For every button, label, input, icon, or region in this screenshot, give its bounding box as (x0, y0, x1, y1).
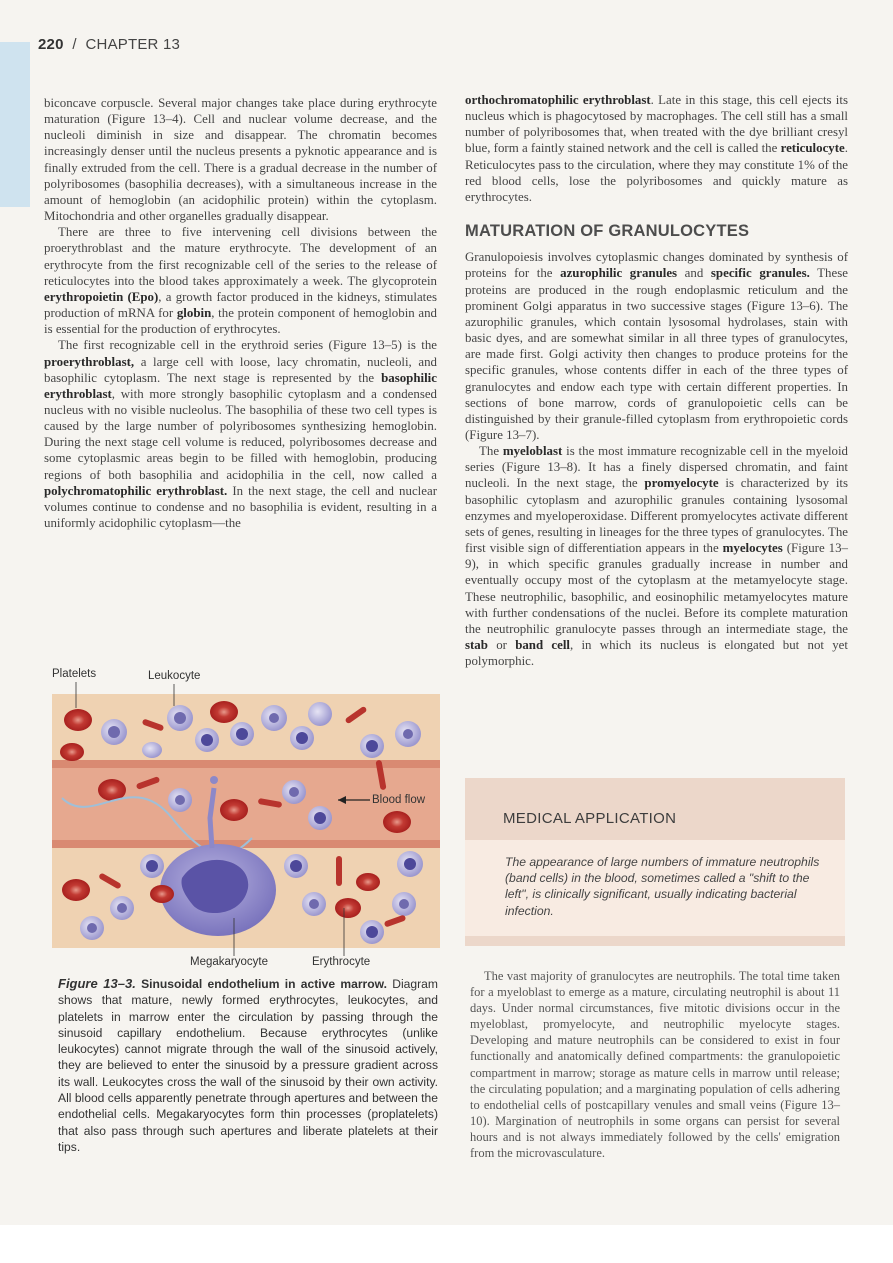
figure-13-3-illustration (52, 668, 440, 968)
page-bottom-margin (0, 1225, 893, 1263)
page-number: 220 (38, 36, 64, 53)
label-erythrocyte: Erythrocyte (312, 956, 371, 968)
figure-title: Sinusoidal endothelium in active marrow. (141, 977, 387, 991)
left-column-text (44, 95, 437, 531)
right-column-text-continued (470, 968, 840, 1161)
right-column-text (465, 92, 848, 669)
label-blood-flow: Blood flow (372, 794, 426, 806)
paragraph: orthochromatophilic erythroblast. Late in this stage, this cell ejects its nucleus which is phagocytosed by macrophages. The cell still has a small number of polyribosomes that, when treated with the dye brilliant cresyl blue, form a faintly stained network and the cell is called the reticulocyte. Reticulocytes pass to the circulation, where they may constitute 1% of the red blood cells, lose the polyribosomes and quickly mature as erythrocytes. (465, 93, 848, 204)
paragraph: biconcave corpuscle. Several major changes take place during erythrocyte maturation (Figure 13–4). Cell and nuclear volume decrease, and the nucleoli diminish in size and disappear. The chromatin becomes increasingly denser until the nucleus presents a pyknotic appearance and is finally extruded from the cell. There is a gradual decrease in the number of polyribosomes (basophilia decreases), with a simultaneous increase in the amount of hemoglobin (an acidophilic protein) within the cytoplasm. Mitochondria and other organelles gradually disappear. (44, 96, 437, 224)
medical-box-text: The appearance of large numbers of immature neutrophils (band cells) in the blood, sometimes called a "shift to the left", is clinically significant, usually indicating bacterial infection. (505, 855, 820, 918)
label-leukocyte: Leukocyte (148, 670, 201, 682)
medical-application-box (465, 778, 845, 946)
paragraph: The myeloblast is the most immature recognizable cell in the myeloid series (Figure 13–8). It has a finely dispersed chromatin, and faint nucleoli. In the next stage, the promyelocyte is characterized by its basophilic cytoplasm and azurophilic granules containing lysosomal enzymes and myeloperoxidase. Different promyelocytes activate different sets of genes, resulting in lineages for the three types of granulocytes. The first visible sign of differentiation appears in the myelocytes (Figure 13–9), in which specific granules gradually increase in number and eventually occupy most of the cytoplasm at the metamyelocyte stage. These neutrophilic, basophilic, and eosinophilic metamyelocytes mature with further condensations of the nuclei. Before its complete maturation the neutrophilic granulocyte passes through an intermediate stage, the stab or band cell, in which its nucleus is elongated but not yet polymorphic. (465, 444, 849, 669)
paragraph: There are three to five intervening cell divisions between the proerythroblast and the mature erythrocyte. The development of an erythrocyte from the first recognizable cell of the series to the release of reticulocytes into the blood takes approximately a week. The glycoprotein erythropoietin (Epo), a growth factor produced in the kidneys, stimulates production of mRNA for globin, the protein component of hemoglobin and is essential for the production of erythrocytes. (44, 225, 438, 337)
header-separator: / (72, 36, 77, 53)
chapter-label: CHAPTER 13 (85, 36, 181, 53)
paragraph: The first recognizable cell in the erythroid series (Figure 13–5) is the proerythroblast, a large cell with loose, lacy chromatin, nucleoli, and basophilic cytoplasm. The next stage is represented by the basophilic erythroblast, with more strongly basophilic cytoplasm and a condensed nucleus with no visible nucleolus. The basophilia of these two cell types is caused by the large number of polyribosomes synthesizing hemoglobin. During the next stage cell volume is reduced, polyribosomes decrease and some cytoplasmic areas begin to be filled with hemoglobin, producing regions of both basophilia and acidophilia in the cell, now called a polychromatophilic erythroblast. In the next stage, the cell and nuclear volumes continue to condense and no basophilia is evident, resulting in a uniformly acidophilic cytoplasm—the (44, 338, 437, 531)
figure-caption (58, 976, 438, 1155)
paragraph: The vast majority of granulocytes are neutrophils. The total time taken for a myeloblast to emerge as a mature, circulating neutrophil is about 11 days. Under normal circumstances, five mitotic divisions occur in the myeloblast, promyelocyte, and neutrophilic myelocyte stages. Developing and mature neutrophils can be considered to exist in four functionally and anatomically defined compartments: the granulopoietic compartment in marrow; storage as mature cells in marrow until release; the circulating population; and a marginating population of cells adhering to endothelial cells of postcapillary venules and small veins (Figure 13–10). Margination of neutrophils in some organs can persist for several hours and is not always immediately followed by the cells' emigration from the microvasculature. (470, 969, 840, 1161)
running-head (38, 36, 180, 53)
medical-box-footer (465, 936, 845, 946)
figure-number: Figure 13–3. (58, 976, 136, 991)
medical-box-header (465, 778, 845, 840)
label-platelets: Platelets (52, 668, 97, 680)
section-heading: MATURATION OF GRANULOCYTES (465, 222, 750, 241)
label-megakaryocyte: Megakaryocyte (190, 956, 268, 968)
paragraph: Granulopoiesis involves cytoplasmic changes dominated by synthesis of proteins for the azurophilic granules and specific granules. These proteins are produced in the rough endoplasmic reticulum and the prominent Golgi apparatus in two successive stages (Figure 13–6). The azurophilic granules, which contain lysosomal hydrolases, stain with basic dyes, and are somewhat similar in all three types of granulocytes, are made first. Golgi activity then changes to produce proteins for the specific granules, whose contents differ in each of the three types of granulocytes and endow each type with certain different properties. In sections of bone marrow, cords of granulopoietic cells can be distinguished by their granule-filled cytoplasm from erythropoietic cords (Figure 13–7). (465, 250, 848, 442)
figure-caption-body: Diagram shows that mature, newly formed erythrocytes, leukocytes, and platelets in marrow enter the circulation by passing through the sinusoid capillary endothelium. Because erythrocytes (unlike leukocytes) cannot migrate through the wall of the sinusoid actively, they are believed to enter the sinusoid by a pressure gradient across its wall. Leukocytes cross the wall of the sinusoid by their own activity. All blood cells apparently penetrate through apertures and between the endothelial cells. Megakaryocytes form thin processes (proplatelets) that also pass through such apertures and liberate platelets at their tips. (58, 977, 438, 1154)
chapter-tab-strip (0, 42, 30, 207)
sinusoid-diagram (52, 668, 440, 968)
medical-box-title: MEDICAL APPLICATION (503, 810, 677, 827)
